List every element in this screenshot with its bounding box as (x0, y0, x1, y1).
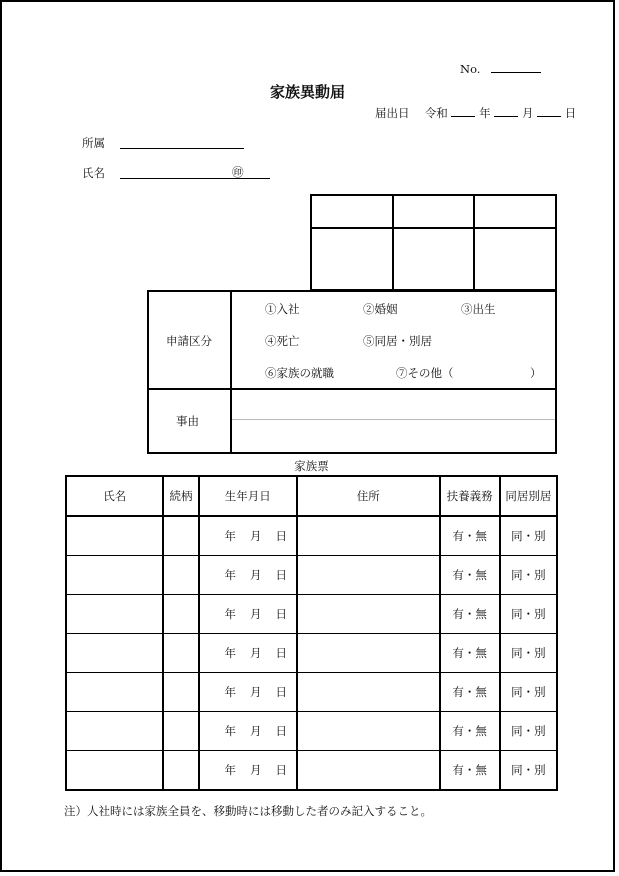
date-month-label: 月 (249, 763, 262, 777)
submission-date-label: 届出日 (375, 106, 410, 120)
date-month-label: 月 (249, 646, 262, 660)
date-day-label: 日 (275, 685, 287, 699)
family-relation-cell[interactable] (163, 516, 198, 556)
year-suffix: 年 (479, 106, 491, 120)
table-row (66, 751, 557, 791)
header-birthdate: 生年月日 (199, 476, 297, 516)
application-divider (149, 388, 555, 390)
family-support-cell[interactable]: 有・無 (440, 712, 500, 751)
submission-date (375, 105, 576, 121)
family-address-cell[interactable] (297, 595, 440, 634)
date-month-label: 月 (249, 529, 262, 543)
day-suffix: 日 (564, 106, 577, 120)
family-birthdate-cell[interactable] (199, 516, 297, 556)
option-other-close: ） (530, 366, 542, 380)
number-label: No. (460, 62, 481, 76)
day-field[interactable] (537, 106, 561, 117)
department-label: 所属 (82, 136, 105, 150)
table-row (66, 673, 557, 712)
date-year-label: 年 (224, 568, 236, 582)
family-name-cell[interactable] (66, 712, 163, 751)
family-cohabit-cell[interactable]: 同・別 (500, 556, 557, 595)
form-title: 家族異動届 (270, 83, 346, 101)
family-cohabit-cell[interactable]: 同・別 (500, 712, 557, 751)
date-day-label: 日 (275, 568, 287, 582)
option-other[interactable]: ⑦その他（ (396, 366, 454, 380)
header-cohabitation: 同居別居 (500, 476, 557, 516)
year-field[interactable] (451, 106, 475, 117)
date-month-label: 月 (249, 568, 262, 582)
option-cohabit[interactable]: ⑤同居・別居 (363, 334, 432, 348)
option-family-employment[interactable]: ⑥家族の就職 (265, 366, 334, 380)
family-birthdate-cell[interactable] (199, 751, 297, 791)
date-month-label: 月 (249, 607, 262, 621)
family-support-cell[interactable]: 有・無 (440, 556, 500, 595)
name-label: 氏名 (82, 166, 105, 180)
family-name-cell[interactable] (66, 516, 163, 556)
family-birthdate-cell[interactable] (199, 634, 297, 673)
family-relation-cell[interactable] (163, 673, 198, 712)
option-marriage[interactable]: ②婚姻 (363, 302, 398, 316)
family-name-cell[interactable] (66, 751, 163, 791)
month-field[interactable] (494, 106, 518, 117)
date-year-label: 年 (224, 685, 236, 699)
number-field[interactable] (491, 72, 541, 73)
family-support-cell[interactable]: 有・無 (440, 751, 500, 791)
era-label: 令和 (424, 106, 448, 120)
category-label: 申請区分 (166, 334, 212, 348)
stamp-header-cell (474, 195, 556, 228)
family-cohabit-cell[interactable]: 同・別 (500, 634, 557, 673)
approval-stamp-table (310, 194, 557, 291)
reason-field[interactable] (232, 419, 555, 420)
footnote: 注）人社時には家族全員を、移動時には移動した者のみ記入すること。 (64, 804, 432, 818)
family-support-cell[interactable]: 有・無 (440, 516, 500, 556)
family-support-cell[interactable]: 有・無 (440, 634, 500, 673)
family-cohabit-cell[interactable]: 同・別 (500, 595, 557, 634)
table-row (66, 712, 557, 751)
family-birthdate-cell[interactable] (199, 556, 297, 595)
date-day-label: 日 (275, 607, 287, 621)
date-month-label: 月 (249, 685, 262, 699)
family-table (65, 475, 558, 791)
stamp-header-cell (393, 195, 475, 228)
date-day-label: 日 (275, 763, 287, 777)
date-year-label: 年 (224, 529, 236, 543)
stamp-cell[interactable] (474, 228, 556, 290)
date-year-label: 年 (224, 724, 236, 738)
family-cohabit-cell[interactable]: 同・別 (500, 751, 557, 791)
family-birthdate-cell[interactable] (199, 712, 297, 751)
stamp-cell[interactable] (393, 228, 475, 290)
stamp-header-cell (311, 195, 393, 228)
family-cohabit-cell[interactable]: 同・別 (500, 516, 557, 556)
family-cohabit-cell[interactable]: 同・別 (500, 673, 557, 712)
family-address-cell[interactable] (297, 634, 440, 673)
application-divider (230, 292, 232, 452)
family-name-cell[interactable] (66, 673, 163, 712)
family-support-cell[interactable]: 有・無 (440, 595, 500, 634)
family-relation-cell[interactable] (163, 595, 198, 634)
header-support: 扶養義務 (440, 476, 500, 516)
table-row (66, 556, 557, 595)
table-row (66, 516, 557, 556)
family-address-cell[interactable] (297, 516, 440, 556)
family-address-cell[interactable] (297, 751, 440, 791)
family-table-body (66, 516, 557, 790)
date-year-label: 年 (224, 763, 236, 777)
application-box (147, 290, 557, 454)
option-hire[interactable]: ①入社 (265, 302, 300, 316)
family-name-cell[interactable] (66, 595, 163, 634)
family-relation-cell[interactable] (163, 634, 198, 673)
name-field[interactable] (120, 178, 270, 179)
option-birth[interactable]: ③出生 (461, 302, 496, 316)
family-address-cell[interactable] (297, 556, 440, 595)
family-table-header (66, 476, 557, 516)
header-relation: 続柄 (163, 476, 198, 516)
family-table-caption: 家族票 (294, 459, 329, 473)
date-day-label: 日 (275, 646, 287, 660)
department-field[interactable] (120, 148, 244, 149)
family-name-cell[interactable] (66, 556, 163, 595)
month-suffix: 月 (521, 106, 534, 120)
table-row (66, 634, 557, 673)
date-year-label: 年 (224, 607, 236, 621)
family-address-cell[interactable] (297, 673, 440, 712)
family-name-cell[interactable] (66, 634, 163, 673)
date-day-label: 日 (275, 724, 287, 738)
family-relation-cell[interactable] (163, 751, 198, 791)
header-name: 氏名 (66, 476, 163, 516)
family-support-cell[interactable]: 有・無 (440, 673, 500, 712)
header-address: 住所 (297, 476, 440, 516)
option-death[interactable]: ④死亡 (265, 334, 300, 348)
date-month-label: 月 (249, 724, 262, 738)
family-relation-cell[interactable] (163, 712, 198, 751)
date-year-label: 年 (224, 646, 236, 660)
family-birthdate-cell[interactable] (199, 595, 297, 634)
stamp-cell[interactable] (311, 228, 393, 290)
family-birthdate-cell[interactable] (199, 673, 297, 712)
reason-label: 事由 (176, 414, 199, 428)
seal-mark: ㊞ (232, 165, 244, 179)
family-address-cell[interactable] (297, 712, 440, 751)
table-row (66, 595, 557, 634)
family-relation-cell[interactable] (163, 556, 198, 595)
date-day-label: 日 (275, 529, 287, 543)
